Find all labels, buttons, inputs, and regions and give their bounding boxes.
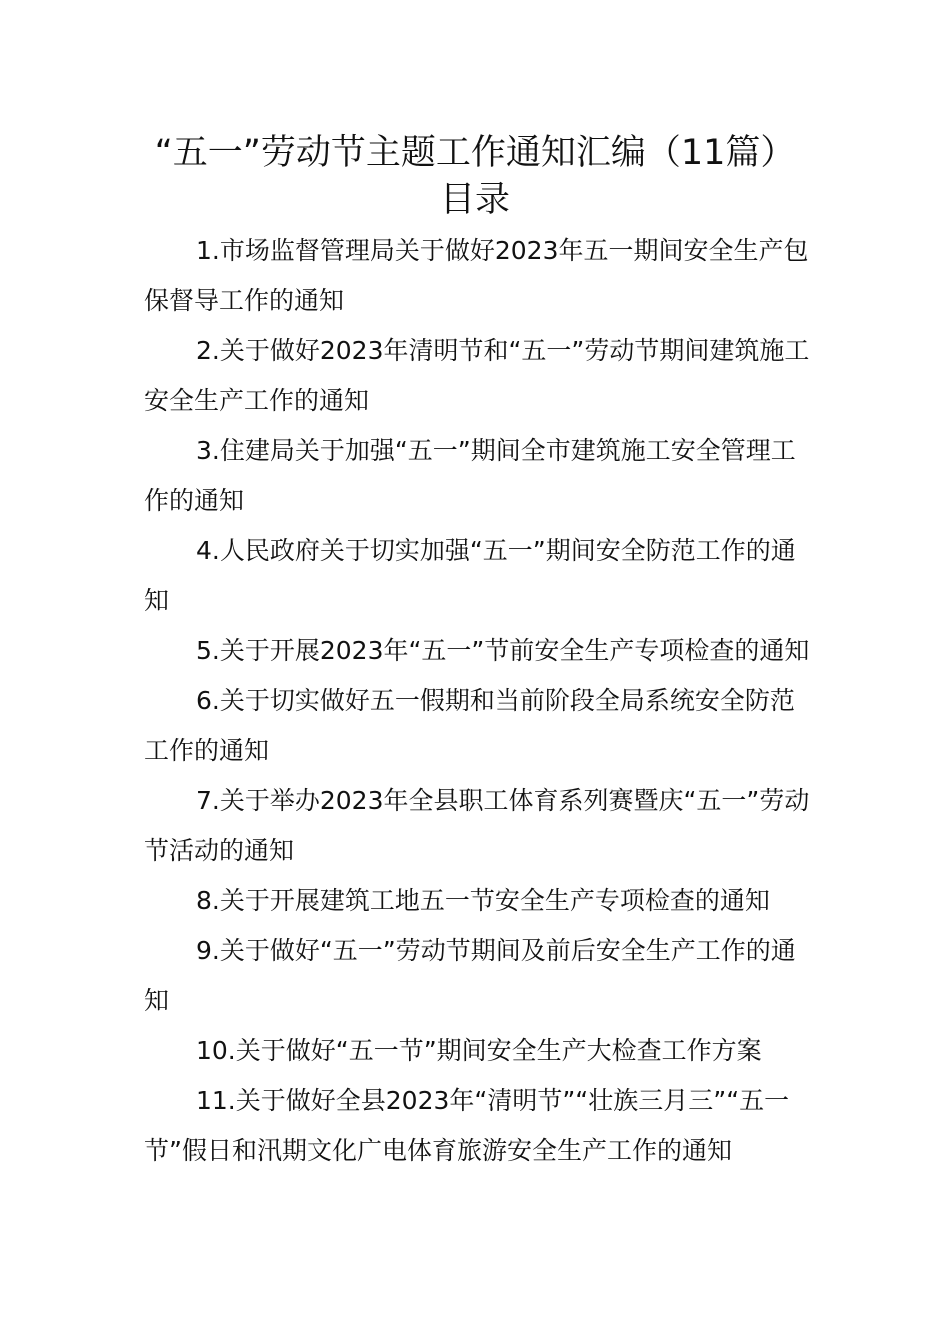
toc-item-11: 11.关于做好全县2023年“清明节”“壮族三月三”“五一节”假日和汛期文化广电体育旅游安全生产工作的通知	[144, 1086, 790, 1165]
toc-item-5: 5.关于开展2023年“五一”节前安全生产专项检查的通知	[196, 636, 810, 665]
table-of-contents	[144, 226, 812, 1176]
toc-item-2: 2.关于做好2023年清明节和“五一”劳动节期间建筑施工安全生产工作的通知	[144, 336, 810, 415]
toc-item-6: 6.关于切实做好五一假期和当前阶段全局系统安全防范工作的通知	[144, 686, 795, 765]
toc-item-10: 10.关于做好“五一节”期间安全生产大检查工作方案	[196, 1036, 762, 1065]
toc-item-4: 4.人民政府关于切实加强“五一”期间安全防范工作的通知	[144, 536, 796, 615]
toc-item-1: 1.市场监督管理局关于做好2023年五一期间安全生产包保督导工作的通知	[144, 236, 809, 315]
document-title: “五一”劳动节主题工作通知汇编（11篇）	[154, 133, 796, 173]
toc-item-8: 8.关于开展建筑工地五一节安全生产专项检查的通知	[196, 886, 770, 915]
toc-item-3: 3.住建局关于加强“五一”期间全市建筑施工安全管理工作的通知	[144, 436, 796, 515]
toc-item-7: 7.关于举办2023年全县职工体育系列赛暨庆“五一”劳动节活动的通知	[144, 786, 810, 865]
toc-heading: 目录	[439, 180, 510, 220]
toc-item-9: 9.关于做好“五一”劳动节期间及前后安全生产工作的通知	[144, 936, 796, 1015]
